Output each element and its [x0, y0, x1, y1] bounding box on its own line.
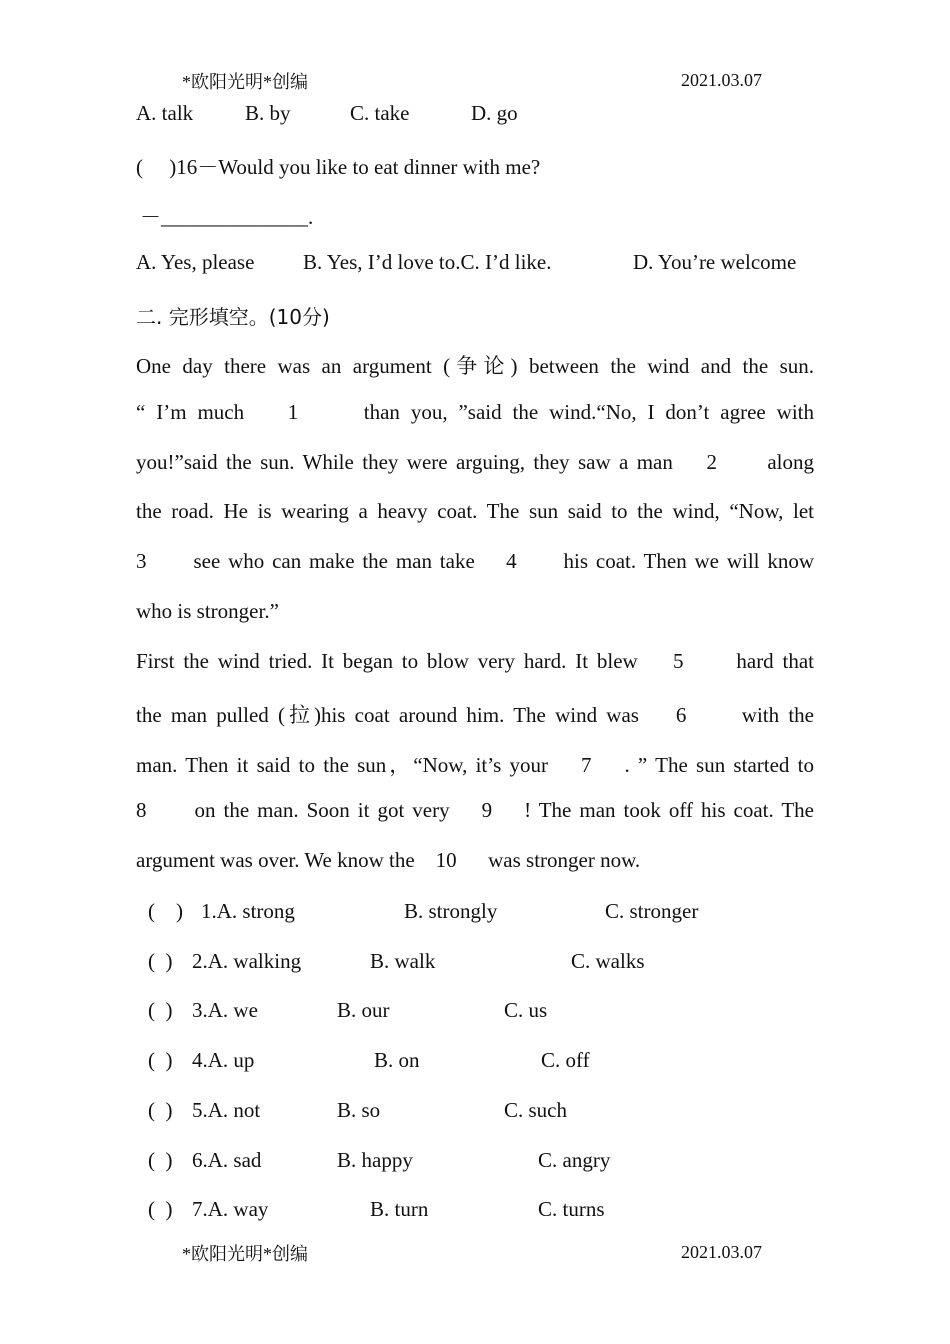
footer-date: 2021.03.07 — [681, 1242, 762, 1262]
q15-option-d: D. go — [471, 101, 518, 125]
header-author: *欧阳光明*创编 — [182, 72, 308, 92]
footer-author: *欧阳光明*创编 — [182, 1244, 308, 1264]
choice-option-b: B. turn — [370, 1197, 429, 1221]
passage-line: One day there was an argument (争论) between the wind and the sun. — [136, 354, 814, 378]
q16-question: ( )16－Would you like to eat dinner with me? — [136, 155, 541, 179]
passage-line: “ I’m much 1 than you, ”said the wind.“No, I don’t agree with — [136, 400, 814, 424]
passage-line: 8 on the man. Soon it got very 9 ! The man took off his coat. The — [136, 798, 814, 822]
choice-option-b: B. strongly — [404, 899, 498, 923]
passage-line: First the wind tried. It began to blow very hard. It blew 5 hard that — [136, 649, 814, 673]
passage-line: who is stronger.” — [136, 599, 279, 623]
choice-option-a: 7.A. way — [192, 1197, 269, 1221]
choice-option-a: 1.A. strong — [201, 899, 295, 923]
q16-option-bc: B. Yes, I’d love to.C. I’d like. — [303, 250, 552, 274]
header-date: 2021.03.07 — [681, 70, 762, 90]
choice-option-a: 6.A. sad — [192, 1148, 262, 1172]
passage-line: man. Then it said to the sun，“Now, it’s your 7 . ” The sun started to — [136, 753, 814, 777]
choice-option-c: C. such — [504, 1098, 567, 1122]
choice-option-c: C. off — [541, 1048, 590, 1072]
passage-line: argument was over. We know the 10 was stronger now. — [136, 848, 641, 872]
choice-option-a: 4.A. up — [192, 1048, 255, 1072]
choice-paren: ( ) — [148, 1098, 173, 1122]
choice-option-b: B. so — [337, 1098, 381, 1122]
choice-option-b: B. our — [337, 998, 390, 1022]
q15-option-c: C. take — [350, 101, 410, 125]
choice-option-a: 3.A. we — [192, 998, 258, 1022]
q16-option-d: D. You’re welcome — [633, 250, 797, 274]
passage-line: the road. He is wearing a heavy coat. The sun said to the wind, “Now, let — [136, 499, 814, 523]
choice-option-a: 5.A. not — [192, 1098, 261, 1122]
passage-line: you!”said the sun. While they were arguing, they saw a man 2 along — [136, 450, 814, 474]
choice-paren: ( ) — [148, 1048, 173, 1072]
passage-line: 3 see who can make the man take 4 his coat. Then we will know — [136, 549, 814, 573]
q15-option-b: B. by — [245, 101, 291, 125]
choice-option-c: C. turns — [538, 1197, 605, 1221]
passage-line: the man pulled (拉)his coat around him. The wind was 6 with the — [136, 703, 814, 727]
choice-paren: ( ) — [148, 949, 173, 973]
q16-option-a: A. Yes, please — [136, 250, 255, 274]
section-title: 二. 完形填空。(10分) — [136, 305, 330, 329]
choice-option-c: C. angry — [538, 1148, 611, 1172]
choice-option-a: 2.A. walking — [192, 949, 302, 973]
choice-option-b: B. walk — [370, 949, 436, 973]
choice-option-b: B. happy — [337, 1148, 413, 1172]
choice-option-c: C. stronger — [605, 899, 699, 923]
q16-answer-blank: －______________. — [140, 205, 314, 229]
choice-option-b: B. on — [374, 1048, 420, 1072]
choice-option-c: C. us — [504, 998, 548, 1022]
choice-paren: ( ) — [148, 1197, 173, 1221]
q15-option-a: A. talk — [136, 101, 194, 125]
choice-option-c: C. walks — [571, 949, 645, 973]
choice-paren: ( ) — [148, 998, 173, 1022]
choice-paren: ( ) — [148, 899, 183, 923]
choice-paren: ( ) — [148, 1148, 173, 1172]
